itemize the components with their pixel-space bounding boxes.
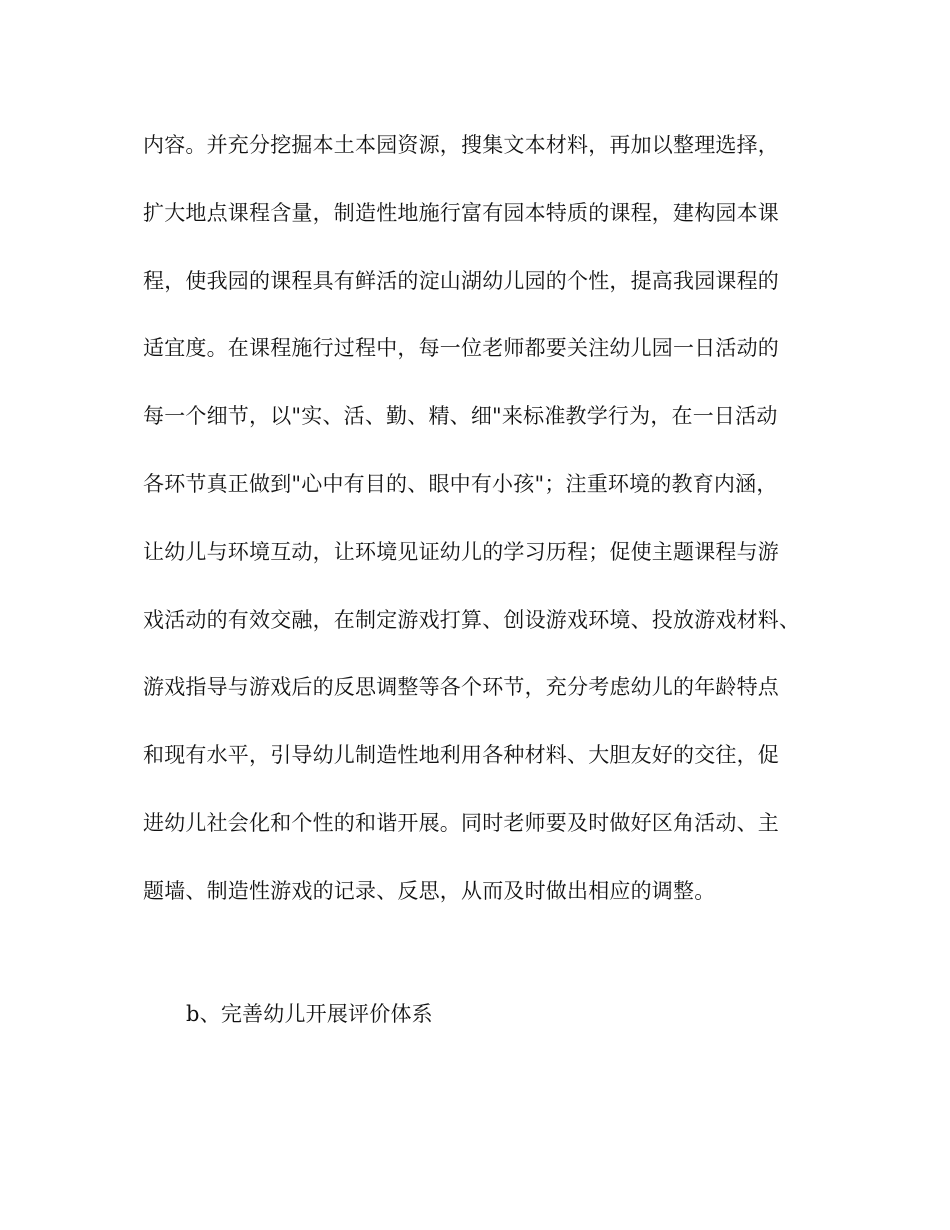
paragraph-line: 题墙、制造性游戏的记录、反思，从而及时做出相应的调整。 [143,878,716,903]
body-paragraph [143,121,823,935]
paragraph-line: 适宜度。在课程施行过程中，每一位老师都要关注幼儿园一日活动的 [143,336,779,361]
section-subheading: b、完善幼儿开展评价体系 [186,1002,433,1026]
paragraph-line: 进幼儿社会化和个性的和谐开展。同时老师要及时做好区角活动、主 [143,810,779,835]
paragraph-line: 内容。并充分挖掘本土本园资源，搜集文本材料，再加以整理选择， [143,133,779,157]
paragraph-line: 让幼儿与环境互动，让环境见证幼儿的学习历程；促使主题课程与游 [143,539,779,564]
paragraph-line: 程，使我园的课程具有鲜活的淀山湖幼儿园的个性，提高我园课程的 [143,268,779,293]
paragraph-line: 扩大地点课程含量，制造性地施行富有园本特质的课程，建构园本课 [143,200,779,225]
paragraph-line: 游戏指导与游戏后的反思调整等各个环节，充分考虑幼儿的年龄特点 [143,675,779,700]
paragraph-line: 戏活动的有效交融，在制定游戏打算、创设游戏环境、投放游戏材料、 [143,607,801,632]
paragraph-line: 各环节真正做到"心中有目的、眼中有小孩"；注重环境的教育内涵， [143,471,778,496]
paragraph-line: 每一个细节，以"实、活、勤、精、细"来标准教学行为，在一日活动 [143,404,778,429]
paragraph-line: 和现有水平，引导幼儿制造性地利用各种材料、大胆友好的交往，促 [143,743,779,768]
